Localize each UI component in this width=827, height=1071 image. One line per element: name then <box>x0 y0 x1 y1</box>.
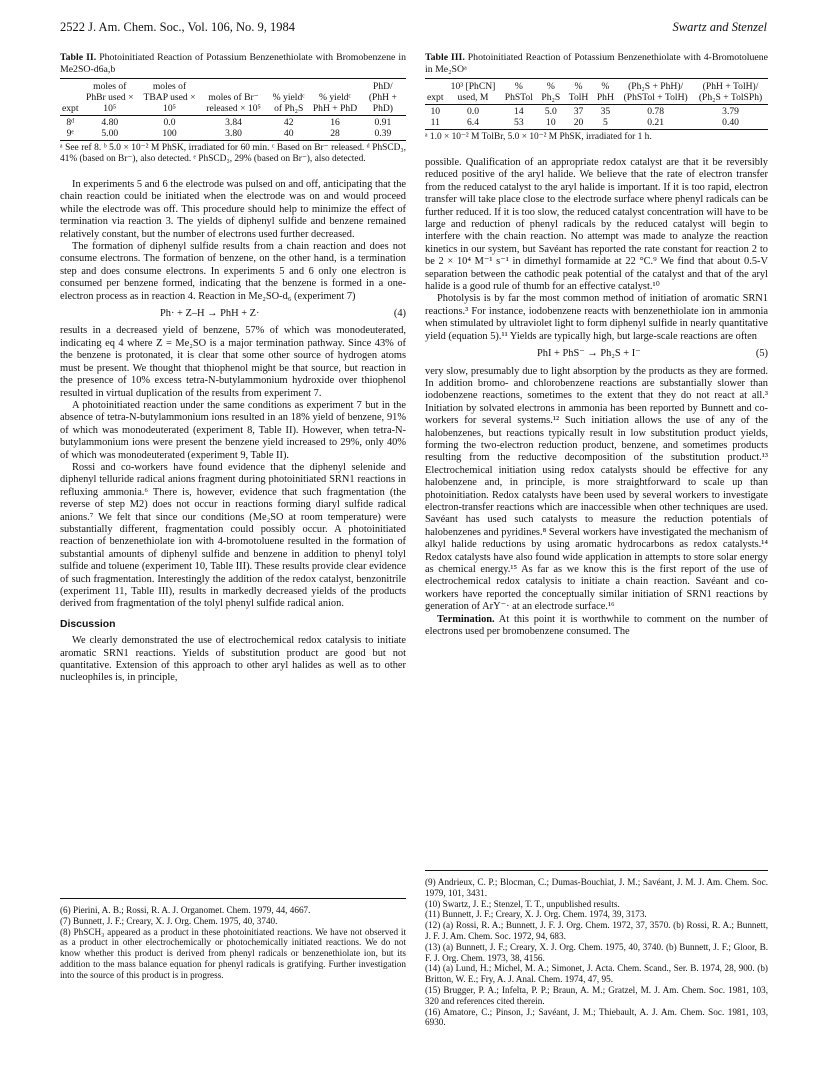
table-cell: 40 <box>267 128 310 141</box>
table-cell: 35 <box>600 106 611 117</box>
table3-header: % PhSTol <box>500 79 537 105</box>
paragraph: very slow, presumably due to light absorption by the products as they are formed. In addition bromo- and chlorobenzene reactions are substantially slower than iodobenzene reactions, sometimes to the extent that they do not react at all.³ Initiation by solvated electrons in ammonia has been reported by Bunnett and co-workers for several systems.¹² Such initiation allows the use of any of the halobenzenes, but reactions typically result in low substitution product yields, forming the two-electron reduction product, benzene, and sometimes products resulting from the reductive decomposition of the substitution product.¹³ Electrochemical initiation using redox catalysts should be effective for any halobenzene and, in principle, is more straightforward to scale up than photoinitiation. Redox catalysts have been used by several workers to investigate electron-transfer reactions which are inaccessible when other techniques are used. Savéant has used such catalysts to measure the reduction potentials of halobenzenes and pyridines.⁸ Several workers have investigated the mechanism of alkyl halide reductions by using aromatic hydrocarbons as redox catalysts.¹⁴ Redox catalysts have also found wide application in attempts to store solar energy as chemical energy.¹⁵ As far as we know this is the first report of the use of electrochemical redox catalysis to initiate a chain reaction. Savéant and co-workers have reported the conceptually similar initiation of SRN1 reactions by generation of ArY⁻· at an electrode surface.¹⁶ <box>425 365 768 613</box>
equation-number: (5) <box>755 348 768 360</box>
table-cell: 4.80 <box>101 117 119 128</box>
paragraph: Rossi and co-workers have found evidence that the diphenyl selenide and diphenyl telluride radical anions fragment during photoinitiated SRN1 reactions in refluxing ammonia.⁶ There is, however, evidence that such fragmentation (the reverse of step M2) does not occur in reactions forming diaryl sulfide radical anions.⁷ We felt that since our conditions (Me₂SO at room temperature) were substantially different, fragmentation could possibly occur. A photoinitiated reaction of benzenethiolate ion with 4-bromotoluene resulted in the formation of substantial amounts of diphenyl sulfide and benzene in addition to phenyl tolyl sulfide and toluene (experiment 10, Table III). These results provide clear evidence of such fragmentation. Interestingly the addition of the redox catalyst, benzonitrile (experiment 11, Table III), results in markedly decreased yields of the products derived from fragmentation of the tolyl phenyl sulfide radical anion. <box>60 461 406 610</box>
table-cell: 53 <box>500 117 537 130</box>
table-cell: 3.79 <box>722 106 739 117</box>
table-cell: 14 <box>514 106 524 117</box>
section-heading: Discussion <box>60 618 116 630</box>
table3-header: % TolH <box>565 79 593 105</box>
table-cell: 0.78 <box>647 106 665 117</box>
running-header-authors: Swartz and Stenzel <box>672 20 767 34</box>
table-cell: 11 <box>425 117 446 130</box>
table-cell: 100 <box>139 128 200 141</box>
table-cell: 9ᵉ <box>60 128 81 141</box>
paragraph: A photoinitiated reaction under the same conditions as experiment 7 but in the absence of tetra-N-butylammonium ions resulted in an 18% yield of benzene, 91% of which was monodeuterated (experiment 8, Table II). However, when tetra-N-butylammonium ions were present the benzene yield increased to 29%, only 40% of which was monodeuterated (experiment 9, Table II). <box>60 399 406 461</box>
footnote: (6) Pierini, A. B.; Rossi, R. A. J. Organomet. Chem. 1979, 44, 4667. <box>60 905 311 915</box>
table3-header: (Ph₂S + PhH)/ (PhSTol + TolH) <box>618 79 693 105</box>
footnote: (14) (a) Lund, H.; Michel, M. A.; Simonet, J. Acta. Chem. Scand., Ser. B. 1974, 28, 900. (b) Britton, W. E.; Fry, A. J. Anal. Chem. 1974, 47, 95. <box>425 963 768 985</box>
table3-title: Photoinitiated Reaction of Potassium Benzenethiolate with 4-Bromotoluene in Me₂SOᵃ <box>425 52 768 75</box>
table-cell: 5.00 <box>81 128 139 141</box>
table3 <box>425 78 768 130</box>
table3-footnote: ᵃ 1.0 × 10⁻² M TolBr, 5.0 × 10⁻² M PhSK, irradiated for 1 h. <box>425 132 652 142</box>
table3-label: Table III. <box>425 52 465 63</box>
table-cell: 20 <box>565 117 593 130</box>
footnote: (8) PhSCH₃ appeared as a product in these photoinitiated reactions. We have not observed it as a product in other electrochemically or photochemically initiated reactions. We do not know whether this product is derived from phenyl radicals or benzenethiolate ion, but its addition to the mass balance equation for phenyl radicals is gratifying. Further investigation into the source of this product is in progress. <box>60 926 406 980</box>
table2-header: moles of Br⁻ released × 10⁵ <box>200 79 267 116</box>
table2-label: Table II. <box>60 52 97 63</box>
table2-title: Photoinitiated Reaction of Potassium Benzenethiolate with Bromobenzene in Me2SO-d6a,b <box>60 52 407 75</box>
footnotes-right <box>425 870 768 1028</box>
table-row <box>60 116 406 129</box>
table-cell: 37 <box>573 106 584 117</box>
table-cell: 10 <box>537 117 564 130</box>
paragraph-body: At this point it is worthwhile to comment on the number of electrons used per bromobenzene consumed. The <box>425 613 768 638</box>
equation-number: (4) <box>393 308 406 320</box>
right-column <box>425 52 768 638</box>
paragraph: possible. Qualification of an appropriate redox catalyst are that it be reversibly reduced positive of the aryl halide. We believe that the rate of electron transfer from the reduced catalyst to the aryl halide is important. If it is too rapid, electron transfer will take place close to the electrode surface where phenyl radicals can be further reduced. If it is too slow, the reduced catalyst concentration will have to be large and reduction of phenyl radicals by the reduced catalyst will begin to interfere with the chain reaction. No attempt was made to analyze the reaction kinetics in our system, but Savéant has reported the rate constant for reaction 2 to be 2 × 10⁴ M⁻¹ s⁻¹ in dimethyl formamide at 22 °C.⁹ We find that about 0.5-V separation between the cathodic peak potential of the catalyst and that of the aryl halide is a good rule of thumb for an effective catalyst.¹⁰ <box>425 157 768 293</box>
table3-caption <box>425 52 768 75</box>
table3-header: expt <box>425 79 446 105</box>
table-cell: 8ᵈ <box>66 117 75 128</box>
paragraph: Photolysis is by far the most common method of initiation of aromatic SRN1 reactions.³ For instance, iodobenzene reacts with benzenethiolate ion in ammonia when stimulated by ultraviolet light to form diphenyl sulfide in nearly quantitative yield (equation 5).¹¹ Yields are typically high, but large-scale reactions are often <box>425 293 768 342</box>
table-cell: 42 <box>283 117 294 128</box>
table-row <box>425 105 768 118</box>
table-row <box>60 128 406 141</box>
table-cell: 3.80 <box>200 128 267 141</box>
footnote: (13) (a) Bunnett, J. F.; Creary, X. J. Org. Chem. 1975, 40, 3740. (b) Bunnett, J. F.; Gloor, B. F. J. Org. Chem. 1973, 38, 4156. <box>425 941 768 963</box>
paragraph: We clearly demonstrated the use of electrochemical redox catalysis to initiate aromatic SRN1 reactions. Yields of substitution product are good but not quantitative. Extension of this approach to other aryl halides as well as to other nucleophiles is, in principle, <box>60 635 406 684</box>
footnote: (15) Brugger, P. A.; Infelta, P. P.; Braun, A. M.; Gratzel, M. J. Am. Chem. Soc. 1981, 103, 320 and references cited therein. <box>425 984 768 1006</box>
table-cell: 5.0 <box>544 106 557 117</box>
table2-header: moles of PhBr used × 10⁵ <box>81 79 139 116</box>
table-cell: 0.21 <box>618 117 693 130</box>
footnote: (9) Andrieux, C. P.; Blocman, C.; Dumas-Bouchiat, J. M.; Savéant, J. M. J. Am. Chem. Soc. 1979, 101, 3431. <box>425 877 768 898</box>
table-cell: 10 <box>430 106 441 117</box>
table3-header: % Ph₂S <box>537 79 564 105</box>
left-column <box>60 52 406 685</box>
table-cell: 0.40 <box>693 117 768 130</box>
table-cell: 0.39 <box>360 128 406 141</box>
table-cell: 3.84 <box>225 117 242 128</box>
table-row <box>425 117 768 130</box>
table2 <box>60 78 406 141</box>
footnote: (12) (a) Rossi, R. A.; Bunnett, J. F. J. Org. Chem. 1972, 37, 3570. (b) Rossi, R. A.; Bunnett, J. F. J. Am. Chem. Soc. 1972, 94, 683. <box>425 920 768 941</box>
table2-caption <box>60 52 406 75</box>
table2-header-expt: expt <box>60 79 81 116</box>
table-cell: 0.0 <box>467 106 479 117</box>
table-cell: 6.4 <box>446 117 501 130</box>
table3-header: 10³ [PhCN] used, M <box>446 79 501 105</box>
table-cell: 16 <box>330 117 340 128</box>
table2-footnote: ᵃ See ref 8. ᵇ 5.0 × 10⁻² M PhSK, irradiated for 60 min. ᶜ Based on Br⁻ released. ᵈ PhSCD₃, 41% (based on Br⁻), also detected. ᵉ PhSCD₃, 29% (based on Br⁻), also detected. <box>60 143 406 164</box>
equation-4 <box>60 308 406 320</box>
equation-5 <box>425 348 768 360</box>
run-in-heading: Termination. <box>437 613 495 625</box>
footnotes-left <box>60 898 406 981</box>
table-cell: 0.0 <box>163 117 176 128</box>
table2-header: PhD/ (PhH + PhD) <box>360 79 406 116</box>
running-header-citation: 2522 J. Am. Chem. Soc., Vol. 106, No. 9, 1984 <box>60 20 295 34</box>
equation-body: PhI + PhS⁻ → Ph₂S + I⁻ <box>537 348 641 360</box>
table2-header: moles of TBAP used × 10⁵ <box>139 79 200 116</box>
footnote: (7) Bunnett, J. F.; Creary, X. J. Org. Chem. 1975, 40, 3740. <box>60 915 278 926</box>
paragraph: In experiments 5 and 6 the electrode was pulsed on and off, anticipating that the chain reaction could be initiated when the electrode was on and would proceed while the electrode was off. This procedure should help to minimize the effect of termination via reaction 3. The yields of diphenyl sulfide and benzene remained relatively constant, but the number of electrons used further decreased. <box>60 179 406 240</box>
footnote: (16) Amatore, C.; Pinson, J.; Savéant, J. M.; Thiebault, A. J. Am. Chem. Soc. 1981, 103, 6930. <box>425 1006 768 1028</box>
equation-body: Ph· + Z–H → PhH + Z· <box>160 308 260 320</box>
footnote: (10) Swartz, J. E.; Stenzel, T. T., unpublished results. <box>425 898 620 909</box>
table3-header: % PhH <box>593 79 619 105</box>
paragraph <box>425 614 768 639</box>
table-cell: 28 <box>310 128 359 141</box>
table2-header: % yieldᶜ PhH + PhD <box>310 79 359 116</box>
table-cell: 0.91 <box>374 117 392 128</box>
table3-header: (PhH + TolH)/ (Ph₂S + TolSPh) <box>693 79 768 105</box>
paragraph: results in a decreased yield of benzene, 57% of which was monodeuterated, indicating eq 4 where Z = Me₂SO is a major termination pathway. Since 43% of the benzene is protonated, it is clear that some other source of hydrogen atoms must be present. We thought that thiophenol might be that source, but reaction in the presence of 10% excess tetra-N-butylammonium hydroxide over thiophenol resulted in virtual duplication of the results from experiment 7. <box>60 325 406 399</box>
footnote: (11) Bunnett, J. F.; Creary, X. J. Org. Chem. 1974, 39, 3173. <box>425 909 647 920</box>
table-cell: 5 <box>593 117 619 130</box>
paragraph: The formation of diphenyl sulfide results from a chain reaction and does not consume electrons. The formation of benzene, on the other hand, is a termination step and does consume electrons. In experiments 5 and 6 only one electron is consumed per benzene formed, indicating that the benzene is formed in a one-electron process as in reaction 4. Reaction in Me₂SO-d₆ (experiment 7) <box>60 241 406 302</box>
table2-header: % yieldᶜ of Ph₂S <box>267 79 310 116</box>
